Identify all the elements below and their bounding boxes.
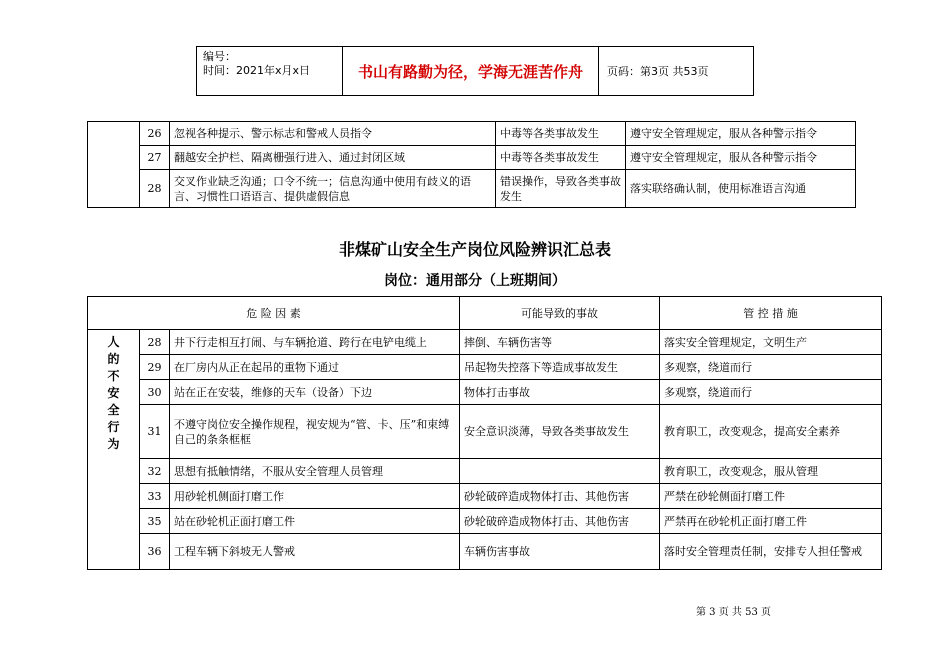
accident-cell: 中毒等各类事故发生	[496, 122, 626, 146]
control-cell: 遵守安全管理规定，服从各种警示指令	[626, 122, 856, 146]
control-cell: 落时安全管理责任制，安排专人担任警戒	[660, 534, 882, 570]
accident-cell: 摔倒、车辆伤害等	[460, 330, 660, 355]
row-number: 27	[140, 146, 170, 170]
table-row	[88, 330, 882, 355]
control-cell: 遵守安全管理规定，服从各种警示指令	[626, 146, 856, 170]
hazard-cell: 交叉作业缺乏沟通；口令不统一；信息沟通中使用有歧义的语言、习惯性口语语言、提供虚假信息	[170, 170, 496, 208]
accident-cell: 中毒等各类事故发生	[496, 146, 626, 170]
row-number: 29	[140, 355, 170, 380]
hazard-cell: 工程车辆下斜坡无人警戒	[170, 534, 460, 570]
accident-cell: 车辆伤害事故	[460, 534, 660, 570]
accident-header: 可能导致的事故	[460, 297, 660, 330]
number-label: 编号：	[203, 50, 236, 63]
accident-cell: 砂轮破碎造成物体打击、其他伤害	[460, 484, 660, 509]
control-cell: 落实联络确认制，使用标准语言沟通	[626, 170, 856, 208]
hazard-cell: 翻越安全护栏、隔离栅强行进入、通过封闭区域	[170, 146, 496, 170]
row-number: 28	[140, 330, 170, 355]
page-footer: 第 3 页 共 53 页	[696, 607, 771, 618]
row-number: 26	[140, 122, 170, 146]
header-row	[88, 297, 882, 330]
row-number: 32	[140, 459, 170, 484]
hazard-cell: 井下行走相互打闹、与车辆抢道、跨行在电铲电缆上	[170, 330, 460, 355]
control-cell: 教育职工，改变观念，服从管理	[660, 459, 882, 484]
table-row	[88, 122, 856, 146]
page-title: 非煤矿山安全生产岗位风险辨识汇总表	[338, 240, 611, 259]
hazard-cell: 思想有抵触情绪，不服从安全管理人员管理	[170, 459, 460, 484]
table-row	[88, 534, 882, 570]
risk-table	[87, 296, 882, 570]
control-cell: 教育职工，改变观念，提高安全素养	[660, 405, 882, 459]
control-cell: 多观察，绕道而行	[660, 355, 882, 380]
category-cell	[88, 330, 140, 570]
date-label: 时间：2021年x月x日	[203, 64, 311, 77]
control-cell: 严禁再在砂轮机正面打磨工件	[660, 509, 882, 534]
table-row	[88, 146, 856, 170]
hazard-cell: 站在正在安装，维修的天车（设备）下边	[170, 380, 460, 405]
row-number: 31	[140, 405, 170, 459]
control-cell: 落实安全管理规定，文明生产	[660, 330, 882, 355]
table-row	[88, 355, 882, 380]
row-number: 30	[140, 380, 170, 405]
hazard-cell: 忽视各种提示、警示标志和警戒人员指令	[170, 122, 496, 146]
control-header: 管 控 措 施	[660, 297, 882, 330]
accident-cell: 砂轮破碎造成物体打击、其他伤害	[460, 509, 660, 534]
accident-cell: 吊起物失控落下等造成事故发生	[460, 355, 660, 380]
table-row	[88, 509, 882, 534]
category-cell	[88, 122, 140, 208]
hazard-cell: 站在砂轮机正面打磨工件	[170, 509, 460, 534]
risk-table-continued	[87, 121, 856, 208]
row-number: 33	[140, 484, 170, 509]
page-code: 页码：第3页 共53页	[607, 65, 709, 78]
document-header	[196, 46, 754, 96]
table-row	[88, 484, 882, 509]
hazard-header: 危 险 因 素	[88, 297, 460, 330]
category-label: 人的不安全行为	[107, 335, 120, 451]
control-cell: 多观察，绕道而行	[660, 380, 882, 405]
table-row	[88, 405, 882, 459]
row-number: 36	[140, 534, 170, 570]
accident-cell: 安全意识淡薄，导致各类事故发生	[460, 405, 660, 459]
row-number: 28	[140, 170, 170, 208]
hazard-cell: 不遵守岗位安全操作规程，视安规为“管、卡、压”和束缚自己的条条框框	[170, 405, 460, 459]
accident-cell: 物体打击事故	[460, 380, 660, 405]
header-info	[197, 47, 343, 95]
hazard-cell: 用砂轮机侧面打磨工作	[170, 484, 460, 509]
accident-cell	[460, 459, 660, 484]
accident-cell: 错误操作，导致各类事故发生	[496, 170, 626, 208]
row-number: 35	[140, 509, 170, 534]
motto: 书山有路勤为径，学海无涯苦作舟	[343, 47, 599, 95]
hazard-cell: 在厂房内从正在起吊的重物下通过	[170, 355, 460, 380]
table-row	[88, 380, 882, 405]
table-row	[88, 459, 882, 484]
control-cell: 严禁在砂轮侧面打磨工件	[660, 484, 882, 509]
page-subtitle: 岗位：通用部分（上班期间）	[384, 273, 566, 289]
table-row	[88, 170, 856, 208]
